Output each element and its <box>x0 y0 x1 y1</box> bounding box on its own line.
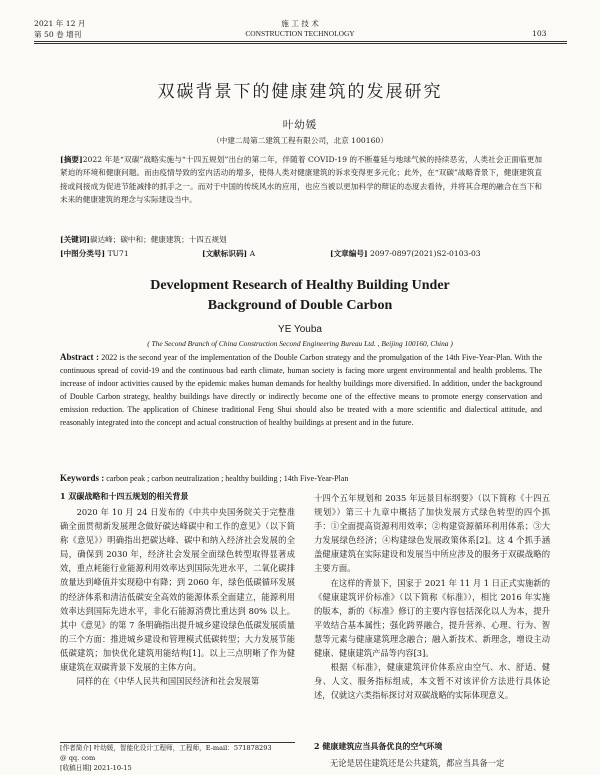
footnote-received: [收稿日期] 2021-10-15 <box>60 764 132 772</box>
header-journal-en: CONSTRUCTION TECHNOLOGY <box>245 29 355 38</box>
right-column-body <box>314 491 550 731</box>
right-paragraph: 根据《标准》，健康建筑评价体系应由空气、水、舒适、健身、人文、服务指标组成，本文暂不对该评价方法进行具体论述，仅就这六类指标探讨对双碳战略的实际体现意义。 <box>314 662 550 701</box>
keywords-en <box>60 472 542 486</box>
header-journal-cn: 施 工 技 术 <box>281 19 319 28</box>
left-paragraph: 2020 年 10 月 24 日发布的《中共中央国务院关于完整准确全面贯彻新发展理念做好碳达峰碳中和工作的意见》（以下简称《意见》）明确指出把碳达峰、碳中和纳入经济社会发展的全局，确保到 2030 年，经济社会发展全面绿色转型取得显著成效，重点耗能行业能源利用效率达到国际先进水平，二氧化碳排放量达到峰值并实现稳中有降；到 2060 年，绿色低碳循环发展的经济体系和清洁低碳安全高效的能源体系全面建立，能源利用效率达到国际先进水平，非化石能源消费比重达到 80% 以上。其中《意见》的第 7 条明确指出提升城乡建设绿色低碳发展质量的三个方面：推进城乡建设和管理模式低碳转型；大力发展节能低碳建筑；加快优化建筑用能结构[1]。以上三点明晰了作为健康建筑在双碳背景下发展的主体方向。 <box>60 507 295 673</box>
author-cn: 叶幼媛 <box>282 119 318 131</box>
left-paragraph: 同样的在《中华人民共和国国民经济和社会发展第 <box>76 676 260 687</box>
meta-doc <box>202 248 255 259</box>
right-paragraph: 在这样的背景下，国家于 2021 年 11 月 1 日正式实施新的《健康建筑评价标准》（以下简称《标准》），相比 2016 年实施的版本，新的《标准》修订的主要内容包括深化以人为本，提升平效结合基本属性；强化跨界融合，提升营养、心理、行为、智慧等元素与健康建筑理念融合；融入新技术、新理念，增设主动健康、健康建筑产品等内容[3]。 <box>314 577 550 659</box>
meta-article <box>330 248 481 259</box>
abstract-cn-label: [摘要] <box>60 155 83 164</box>
meta-article-value: 2097-0897(2021)S2-0103-03 <box>369 249 481 258</box>
abstract-en <box>60 351 542 469</box>
abstract-en-label: Abstract : <box>60 352 99 362</box>
keywords-en-label: Keywords : <box>60 473 105 483</box>
meta-doc-value: A <box>249 249 256 258</box>
affiliation-cn: （中建二局第二建筑工程有限公司，北京 100160） <box>212 136 388 145</box>
meta-clc-value: TU71 <box>107 249 129 258</box>
right-column-last-line: 无论是居住建筑还是公共建筑，都应当具备一定 <box>330 758 505 768</box>
footnote-email: @ qq. com <box>60 754 96 762</box>
header-page-number: 103 <box>532 29 547 38</box>
author-en: YE Youba <box>278 324 322 335</box>
header-issue: 第 50 卷 增刊 <box>34 30 82 39</box>
title-en-line-2: Background of Double Carbon <box>207 298 393 313</box>
abstract-en-text: 2022 is the second year of the implementation of the Double Carbon strategy and the promulgation of the 14th Five-Year-Plan. With the continuous spread of covid-19 and the continuous bad earth climate, human society is facing more urgent environmental and health problems. The increase of indoor activities caused by the epidemic makes human demands for healthy buildings more diversified. In addition, under the background of Double Carbon strategy, healthy buildings have directly or indirectly become one of the effective means to promote energy conservation and emission reduction. The application of Chinese traditional Feng Shui should also be treated with a more scientific and dialectical attitude, and reasonably integrated into the concept and actual construction of healthy buildings at present and in the future. <box>60 353 542 427</box>
footnote-author: [作者简介] 叶幼媛，智能化设计工程师，工程师，E-mail：571878293 <box>60 744 272 752</box>
affiliation-en: ( The Second Branch of China Construction Second Engineering Bureau Ltd. , Beijing 100160, China ) <box>147 339 453 348</box>
title-cn: 双碳背景下的健康建筑的发展研究 <box>157 82 443 102</box>
keywords-cn-text: 碳达峰；碳中和；健康建筑；十四五规划 <box>89 235 227 244</box>
right-paragraph: 十四个五年规划和 2035 年远景目标纲要》（以下简称《十四五规划》）第三十九章中概括了加快发展方式绿色转型的四个抓手：①全面提高资源利用效率；②构建资源循环利用体系；③大力发展绿色经济；④构建绿色发展政策体系[2]。这 4 个抓手涵盖健康建筑在实际建设和发展当中所应涉及的服务于双碳战略的主要方面。 <box>314 493 550 574</box>
meta-doc-label: [文献标识码] <box>202 249 248 258</box>
meta-article-label: [文章编号] <box>330 249 368 258</box>
section-2-heading: 2 健康建筑应当具备优良的空气环境 <box>314 741 443 751</box>
footnote-rule <box>60 742 295 743</box>
meta-clc-label: [中图分类号] <box>60 249 106 258</box>
header-date: 2021 年 12 月 <box>34 19 86 28</box>
left-column-body <box>60 505 295 717</box>
section-1-heading: 1 双碳战略和十四五规划的相关背景 <box>60 491 189 501</box>
meta-clc <box>60 248 129 259</box>
header-rule <box>34 41 567 42</box>
header-rule-thin <box>34 43 567 44</box>
keywords-cn <box>60 233 542 247</box>
keywords-cn-label: [关键词] <box>60 235 90 244</box>
abstract-cn <box>60 153 542 233</box>
abstract-cn-text: 2022 年是“双碳”战略实施与“十四五规划”出台的第二年，伴随着 COVID-19 的不断蔓延与地球气候的持续恶劣，人类社会正面临更加紧迫的环境和健康问题。而由疫情导致的室内活动的增多，使得人类对健康建筑的诉求变得更多元化；此外，在“双碳”战略背景下，健康建筑直接或间接成为促进节能减排的抓手之一。而对于中国的传统风水的应用，也应当被以更加科学的辩证的态度去看待，并将其合理的融合在当下和未来的健康建筑的理念与实际建设当中。 <box>60 155 542 204</box>
keywords-en-text: carbon peak ; carbon neutralization ; healthy building ; 14th Five-Year-Plan <box>106 474 349 483</box>
title-en-line-1: Development Research of Healthy Building Under <box>150 278 450 293</box>
